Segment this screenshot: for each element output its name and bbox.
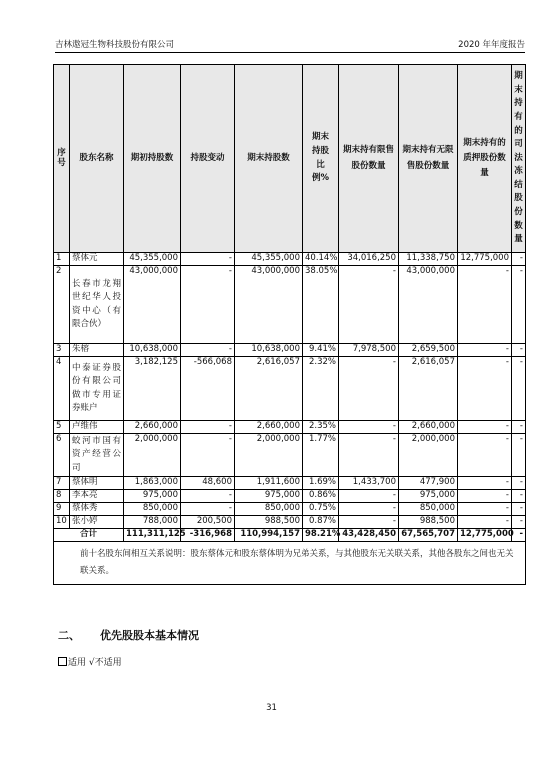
cell-begin: 850,000 [124, 503, 181, 516]
cell-limited: 34,016,250 [339, 253, 399, 266]
cell-change: 48,600 [181, 477, 235, 490]
cell-name: 张小婷 [70, 516, 124, 529]
cell-change: - [181, 266, 235, 344]
col-header-unlimited: 期末持有无限售股份数量 [399, 65, 458, 253]
report-title: 2020 年年度报告 [458, 40, 525, 50]
cell-name: 李本亮 [70, 490, 124, 503]
total-unlimited: 67,565,707 [399, 529, 458, 542]
note-row [54, 542, 526, 585]
cell-name: 卢维伟 [70, 421, 124, 434]
col-header-change: 持股变动 [181, 65, 235, 253]
table-row [54, 434, 526, 477]
total-end: 110,994,157 [235, 529, 303, 542]
cell-limited: - [339, 421, 399, 434]
cell-pledged: - [458, 503, 512, 516]
cell-begin: 2,000,000 [124, 434, 181, 477]
cell-limited: - [339, 516, 399, 529]
cell-idx: 7 [54, 477, 70, 490]
cell-change: - [181, 344, 235, 357]
cell-pledged: - [458, 357, 512, 421]
cell-begin: 45,355,000 [124, 253, 181, 266]
cell-unlimited: 2,659,500 [399, 344, 458, 357]
cell-end: 975,000 [235, 490, 303, 503]
col-header-begin: 期初持股数 [124, 65, 181, 253]
cell-limited: - [339, 357, 399, 421]
cell-end: 2,660,000 [235, 421, 303, 434]
cell-pct: 0.87% [303, 516, 339, 529]
cell-pct: 9.41% [303, 344, 339, 357]
applicable-label: 适用 [68, 658, 87, 668]
table-row [54, 490, 526, 503]
cell-unlimited: 988,500 [399, 516, 458, 529]
table-row [54, 253, 526, 266]
cell-pct: 1.69% [303, 477, 339, 490]
cell-change: -566,068 [181, 357, 235, 421]
cell-pledged: - [458, 490, 512, 503]
cell-name: 朱榕 [70, 344, 124, 357]
header-rule [55, 52, 525, 53]
relationship-note: 前十名股东间相互关系说明：股东蔡体元和股东蔡体明为兄弟关系，与其他股东无关联关系，其他各股东之间也无关联关系。 [54, 542, 526, 585]
cell-begin: 10,638,000 [124, 344, 181, 357]
cell-begin: 975,000 [124, 490, 181, 503]
cell-pledged: - [458, 434, 512, 477]
table-row [54, 266, 526, 344]
table-row [54, 421, 526, 434]
cell-begin: 1,863,000 [124, 477, 181, 490]
cell-pledged: - [458, 477, 512, 490]
total-row [54, 529, 526, 542]
cell-pledged: - [458, 516, 512, 529]
cell-end: 1,911,600 [235, 477, 303, 490]
cell-frozen: - [512, 357, 526, 421]
total-label: 合计 [54, 529, 124, 542]
cell-pct: 38.05% [303, 266, 339, 344]
cell-frozen: - [512, 477, 526, 490]
cell-name: 长春市龙翔世纪华人投资中心（有限合伙） [70, 266, 124, 344]
cell-begin: 43,000,000 [124, 266, 181, 344]
cell-unlimited: 43,000,000 [399, 266, 458, 344]
applicability-line [58, 655, 122, 668]
cell-pledged: - [458, 421, 512, 434]
total-pledged: 12,775,000 [458, 529, 512, 542]
col-header-pledged: 期末持有的质押股份数量 [458, 65, 512, 253]
cell-end: 850,000 [235, 503, 303, 516]
cell-unlimited: 2,660,000 [399, 421, 458, 434]
cell-name: 蔡体元 [70, 253, 124, 266]
total-pct: 98.21% [303, 529, 339, 542]
cell-idx: 5 [54, 421, 70, 434]
cell-idx: 6 [54, 434, 70, 477]
cell-end: 43,000,000 [235, 266, 303, 344]
cell-end: 2,000,000 [235, 434, 303, 477]
cell-change: - [181, 434, 235, 477]
cell-begin: 2,660,000 [124, 421, 181, 434]
col-header-name: 股东名称 [70, 65, 124, 253]
cell-change: - [181, 490, 235, 503]
cell-pct: 1.77% [303, 434, 339, 477]
cell-pledged: - [458, 344, 512, 357]
section-number: 二、 [58, 629, 80, 642]
cell-idx: 3 [54, 344, 70, 357]
cell-frozen: - [512, 490, 526, 503]
cell-limited: 1,433,700 [339, 477, 399, 490]
cell-change: - [181, 421, 235, 434]
cell-end: 2,616,057 [235, 357, 303, 421]
cell-name: 蔡体秀 [70, 503, 124, 516]
cell-name: 中泰证券股份有限公司做市专用证券账户 [70, 357, 124, 421]
cell-frozen: - [512, 434, 526, 477]
cell-idx: 8 [54, 490, 70, 503]
cell-pct: 40.14% [303, 253, 339, 266]
table-row [54, 477, 526, 490]
col-header-limited: 期末持有限售股份数量 [339, 65, 399, 253]
cell-frozen: - [512, 503, 526, 516]
cell-end: 988,500 [235, 516, 303, 529]
cell-limited: - [339, 490, 399, 503]
cell-frozen: - [512, 344, 526, 357]
total-change: -316,968 [181, 529, 235, 542]
cell-frozen: - [512, 266, 526, 344]
page-header [55, 38, 525, 52]
cell-unlimited: 850,000 [399, 503, 458, 516]
cell-begin: 3,182,125 [124, 357, 181, 421]
cell-unlimited: 2,616,057 [399, 357, 458, 421]
total-frozen: - [512, 529, 526, 542]
cell-change: - [181, 503, 235, 516]
cell-idx: 4 [54, 357, 70, 421]
cell-unlimited: 477,900 [399, 477, 458, 490]
cell-end: 45,355,000 [235, 253, 303, 266]
cell-pct: 0.75% [303, 503, 339, 516]
col-header-idx: 序号 [54, 65, 70, 253]
cell-name: 蔡体明 [70, 477, 124, 490]
cell-unlimited: 975,000 [399, 490, 458, 503]
cell-change: - [181, 253, 235, 266]
cell-frozen: - [512, 253, 526, 266]
cell-pledged: - [458, 266, 512, 344]
cell-unlimited: 2,000,000 [399, 434, 458, 477]
cell-limited: - [339, 434, 399, 477]
cell-idx: 9 [54, 503, 70, 516]
cell-pct: 0.86% [303, 490, 339, 503]
cell-change: 200,500 [181, 516, 235, 529]
cell-limited: - [339, 266, 399, 344]
shareholder-table [53, 64, 526, 585]
cell-end: 10,638,000 [235, 344, 303, 357]
cell-begin: 788,000 [124, 516, 181, 529]
cell-idx: 1 [54, 253, 70, 266]
total-begin: 111,311,125 [124, 529, 181, 542]
cell-frozen: - [512, 421, 526, 434]
col-header-pct: 期末持股比例% [303, 65, 339, 253]
table-row [54, 516, 526, 529]
table-row [54, 344, 526, 357]
cell-limited: - [339, 503, 399, 516]
page-number: 31 [266, 703, 277, 713]
cell-unlimited: 11,338,750 [399, 253, 458, 266]
cell-limited: 7,978,500 [339, 344, 399, 357]
company-name: 吉林遨冠生物科技股份有限公司 [55, 40, 175, 50]
total-limited: 43,428,450 [339, 529, 399, 542]
cell-pct: 2.35% [303, 421, 339, 434]
table-row [54, 503, 526, 516]
cell-pledged: 12,775,000 [458, 253, 512, 266]
col-header-frozen: 期末持有的司法冻结股份数量 [512, 65, 526, 253]
table-row [54, 357, 526, 421]
cell-pct: 2.32% [303, 357, 339, 421]
not-applicable-label: √不适用 [88, 658, 122, 668]
section-title: 优先股股本基本情况 [100, 629, 199, 642]
cell-frozen: - [512, 516, 526, 529]
section-heading [58, 627, 199, 643]
table-header-row [54, 65, 526, 253]
cell-idx: 2 [54, 266, 70, 344]
cell-name: 蛟河市国有资产经营公司 [70, 434, 124, 477]
col-header-end: 期末持股数 [235, 65, 303, 253]
checkbox-icon [58, 657, 67, 666]
cell-idx: 10 [54, 516, 70, 529]
